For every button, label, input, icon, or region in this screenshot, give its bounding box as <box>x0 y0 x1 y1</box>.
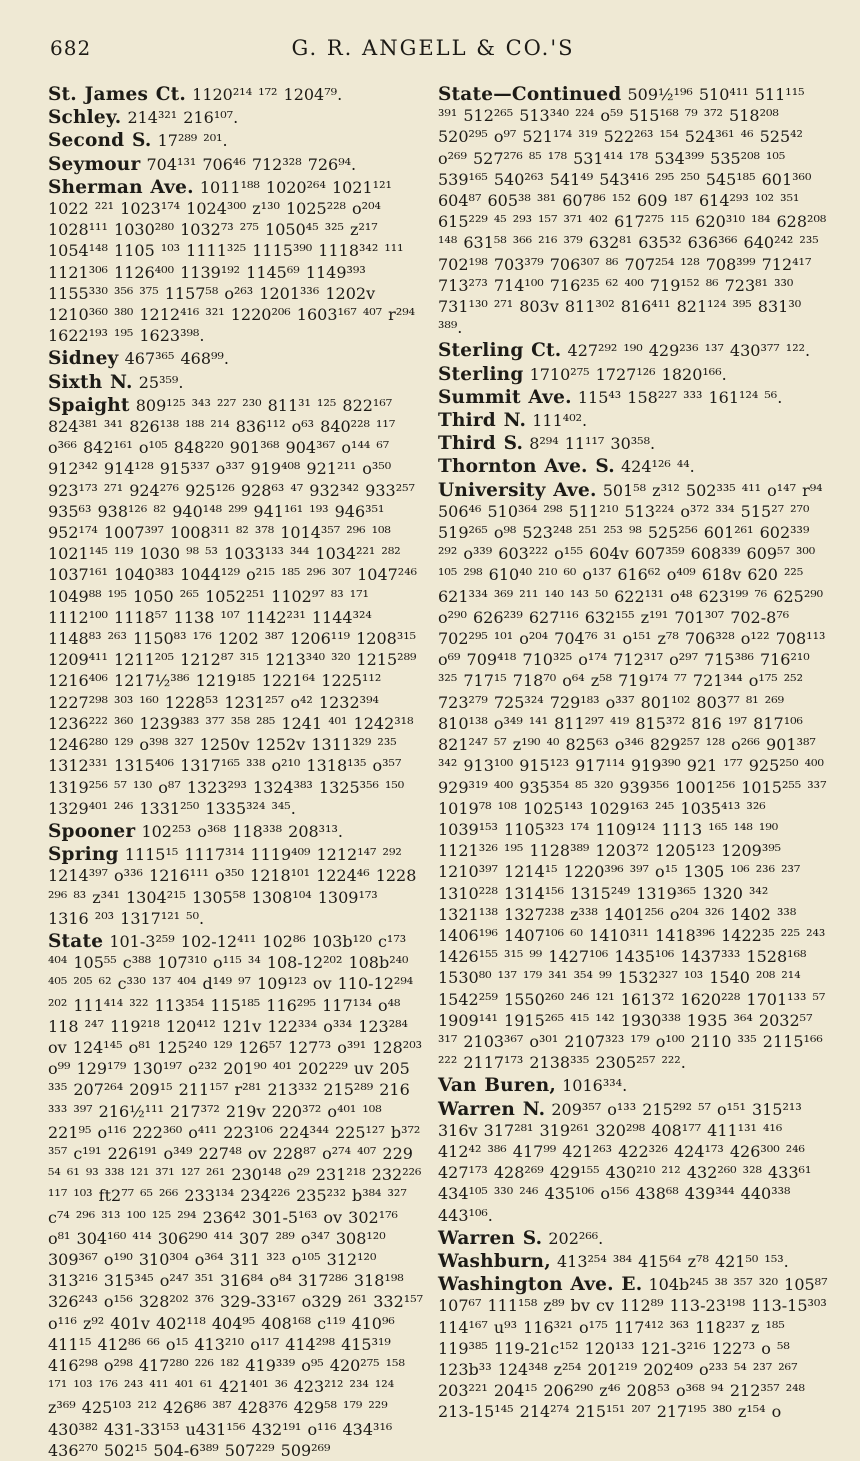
house-numbers: 704¹³¹ 706⁴⁶ 712³²⁸ 726⁹⁴. <box>146 154 357 174</box>
street-name: Spaight <box>48 394 130 416</box>
house-numbers: 202²⁶⁶. <box>548 1228 604 1248</box>
house-numbers: 1011¹⁸⁸ 1020²⁶⁴ 1021¹²¹ 1022 ²²¹ 1023¹⁷⁴ 1024³⁰⁰ z¹³⁰ 1025²²⁸ o²⁰⁴ 1028¹¹¹ 1030²⁸⁰ 1032⁷³ ²⁷⁵ 1050⁴⁵ ³²⁵ z²¹⁷ 1054¹⁴⁸ 1105 ¹⁰³ 1111³²⁵ 1115³⁹⁰ 1118³⁴² ¹¹¹ 1121³⁰⁶ 1126⁴⁰⁰ 1139¹⁹² 1145⁶⁹ 1149³⁹³ 1155³³⁰ ³⁵⁶ ³⁷⁵ 1157⁵⁸ o²⁶³ 1201³³⁶ 1202v 1210³⁶⁰ ³⁸⁰ 1212⁴¹⁶ ³²¹ 1220²⁰⁶ 1603¹⁶⁷ ⁴⁰⁷ r²⁹⁴ 1622¹⁹³ ¹⁹⁵ 1623³⁹⁸. <box>48 177 416 346</box>
house-numbers: 509½¹⁹⁶ 510⁴¹¹ 511¹¹⁵ ³⁹¹ 512²⁶⁵ 513³⁴⁰ ²²⁴ o⁵⁹ 515¹⁶⁸ ⁷⁹ ³⁷² 518²⁰⁸ 520²⁹⁵ o⁹⁷ 521¹⁷⁴ ³¹⁹ 522²⁶³ ¹⁵⁴ 524³⁶¹ ⁴⁶ 525⁴² o²⁶⁹ 527²⁷⁶ ⁸⁵ ¹⁷⁸ 531⁴¹⁴ ¹⁷⁸ 534³⁹⁹ 535²⁰⁸ ¹⁰⁵ 539¹⁶⁵ 540²⁶³ 541⁴⁹ 543⁴¹⁶ ²⁹⁵ ²⁵⁰ 545¹⁸⁵ 601³⁶⁰ 604⁸⁷ 605³⁸ ³⁸¹ 607⁸⁶ ¹⁵² 609 ¹⁸⁷ 614²⁹³ ¹⁰² ³⁵¹ 615²²⁹ ⁴⁵ ²⁹³ ¹⁵⁷ ³⁷¹ ⁴⁰² 617²⁷⁵ ¹¹⁵ 620³¹⁰ ¹⁸⁴ 628²⁰⁸ ¹⁴⁸ 631⁵⁸ ³⁶⁶ ²¹⁶ ³⁷⁹ 632⁸¹ 635³² 636³⁶⁶ 640²⁴² ²³⁵ 702¹⁹⁸ 703³⁷⁹ 706³⁰⁷ ⁸⁶ 707²⁵⁴ ¹²⁸ 708³⁹⁹ 712⁴¹⁷ 713²⁷³ 714¹⁰⁰ 716²³⁵ ⁶² ⁴⁰⁰ 719¹⁵² ⁸⁶ 723⁸¹ ³³⁰ 731¹³⁰ ²⁷¹ 803v 811³⁰² 816⁴¹¹ 821¹²⁴ ³⁹⁵ 831³⁰ ³⁸⁹. <box>438 85 827 338</box>
directory-entry <box>438 1228 828 1249</box>
street-name: Sherman Ave. <box>48 176 194 198</box>
street-name: Washington Ave. E. <box>438 1274 643 1296</box>
house-numbers: 809¹²⁵ ³⁴³ ²²⁷ ²³⁰ 811³¹ ¹²⁵ 822¹⁶⁷ 824³⁸¹ ³⁴¹ 826¹³⁸ ¹⁸⁸ ²¹⁴ 836¹¹² o⁶³ 840²²⁸ ¹¹⁷ o³⁶⁶ 842¹⁶¹ o¹⁰⁵ 848²²⁰ 901³⁶⁸ 904³⁶⁷ o¹⁴⁴ ⁶⁷ 912³⁴² 914¹²⁸ 915³³⁷ o³³⁷ 919⁴⁰⁸ 921²¹¹ o³⁵⁰ 923¹⁷³ ²⁷¹ 924²⁷⁶ 925¹²⁶ 928⁶³ ⁴⁷ 932³⁴² 933²⁵⁷ 935⁶³ 938¹²⁶ ⁸² 940¹⁴⁸ ²⁹⁹ 941¹⁶¹ ¹⁹³ 946³⁵¹ 952¹⁷⁴ 1007³⁹⁷ 1008³¹¹ ⁸² ³⁷⁸ 1014³⁵⁷ ²⁹⁶ ¹⁰⁸ 1021¹⁴⁵ ¹¹⁹ 1030 ⁹⁸ ⁵³ 1033¹³³ ³⁴⁴ 1034²²¹ ²⁸² 1037¹⁶¹ 1040³⁸³ 1044¹²⁹ o²¹⁵ ¹⁸⁵ ²⁹⁶ ³⁰⁷ 1047²⁴⁶ 1049⁸⁸ ¹⁹⁵ 1050 ²⁶⁵ 1052²⁵¹ 1102⁹⁷ ⁸³ ¹⁷¹ 1112¹⁰⁰ 1118⁵⁷ 1138 ¹⁰⁷ 1142²³¹ 1144³²⁴ 1148⁸³ ²⁶³ 1150⁸³ ¹⁷⁶ 1202 ³⁸⁷ 1206¹¹⁹ 1208³¹⁵ 1209⁴¹¹ 1211²⁰⁵ 1212⁸⁷ ³¹⁵ 1213³⁴⁰ ³²⁰ 1215²⁸⁹ 1216⁴⁰⁶ 1217½³⁸⁶ 1219¹⁸⁵ 1221⁶⁴ 1225¹¹² 1227²⁹⁸ ³⁰³ ¹⁶⁰ 1228⁵³ 1231²⁵⁷ o⁴² 1232³⁹⁴ 1236²²² ³⁶⁰ 1239³⁸³ ³⁷⁷ ³⁵⁸ ²⁸⁵ 1241 ⁴⁰¹ 1242³¹⁸ 1246²⁸⁰ ¹²⁹ o³⁹⁸ ³²⁷ 1250v 1252v 1311³²⁹ ²³⁵ 1312³³¹ 1315⁴⁰⁶ 1317¹⁶⁵ ³³⁸ o²¹⁰ 1318¹³⁵ o³⁵⁷ 1319²⁵⁶ ⁵⁷ ¹³⁰ o⁸⁷ 1323²⁹³ 1324³⁸³ 1325³⁵⁶ ¹⁵⁰ 1329⁴⁰¹ ²⁴⁶ 1331²⁵⁰ 1335³²⁴ ³⁴⁵. <box>48 395 418 818</box>
street-name: Sterling <box>438 363 524 385</box>
street-name: State—Continued <box>438 84 622 105</box>
street-name: Schley. <box>48 107 122 129</box>
house-numbers: 102²⁵³ o³⁶⁸ 118³³⁸ 208³¹³. <box>141 821 343 841</box>
page-title: G. R. ANGELL & CO.'S <box>291 36 575 60</box>
house-numbers: 214³²¹ 216¹⁰⁷. <box>127 108 239 128</box>
directory-entry <box>48 931 424 1461</box>
house-numbers: 104b²⁴⁵ ³⁸ ³⁵⁷ ³²⁰ 105⁸⁷ 107⁶⁷ 111¹⁵⁸ z⁸⁹ bv cv 112⁸⁹ 113-23¹⁹⁸ 113-15³⁰³ 114¹⁶⁷ u⁹³ 116³²¹ o¹⁷⁵ 117⁴¹² ³⁶³ 118²³⁷ z ¹⁸⁵ 119³⁸⁵ 119-21c¹⁵² 120¹³³ 121-3²¹⁶ 122⁷³ o ⁵⁸ 123b³³ 124³⁴⁸ z²⁵⁴ 201²¹⁹ 202⁴⁰⁹ o²³³ ⁵⁴ ²³⁷ ²⁶⁷ 203²²¹ 204¹⁵ 206²⁹⁰ z⁴⁶ 208⁵³ o³⁶⁸ ⁹⁴ 212³⁵⁷ ²⁴⁸ 213-15¹⁴⁵ 214²⁷⁴ 215¹⁵¹ ²⁰⁷ 217¹⁹⁵ ³⁸⁰ z¹⁵⁴ o <box>438 1275 828 1422</box>
street-name: Seymour <box>48 153 141 175</box>
house-numbers: 25³⁵⁹. <box>138 372 184 392</box>
directory-entry <box>438 1251 828 1272</box>
street-name: Second S. <box>48 130 152 152</box>
street-name: University Ave. <box>438 479 597 501</box>
street-name: Spring <box>48 844 119 866</box>
street-name: Third N. <box>438 410 527 432</box>
directory-entry <box>48 348 424 369</box>
directory-entry <box>438 1075 828 1096</box>
street-name: Thornton Ave. S. <box>438 456 615 478</box>
directory-entry <box>48 107 424 128</box>
directory-entry <box>48 844 424 929</box>
directory-entry <box>48 154 424 175</box>
street-name: Van Buren, <box>438 1075 557 1097</box>
house-numbers: 1710²⁷⁵ 1727¹²⁶ 1820¹⁶⁶. <box>529 364 727 384</box>
street-name: Summit Ave. <box>438 386 572 408</box>
directory-entry <box>438 84 828 338</box>
street-name: Spooner <box>48 820 136 842</box>
directory-entry <box>48 821 424 842</box>
directory-entry <box>438 1099 828 1226</box>
street-name: Sterling Ct. <box>438 340 562 362</box>
directory-entry <box>438 456 828 477</box>
house-numbers: 8²⁹⁴ 11¹¹⁷ 30³⁵⁸. <box>529 434 656 454</box>
house-numbers: 115⁴³ 158²²⁷ ³³³ 161¹²⁴ ⁵⁶. <box>577 387 783 407</box>
right-column <box>438 84 828 1422</box>
house-numbers: 467³⁶⁵ 468⁹⁹. <box>124 349 229 369</box>
directory-entry <box>48 395 424 819</box>
directory-entry <box>438 340 828 361</box>
page-header <box>50 36 816 68</box>
page-number: 682 <box>50 36 92 60</box>
directory-entry <box>438 433 828 454</box>
street-name: Warren N. <box>438 1098 546 1120</box>
house-numbers: 1115¹⁵ 1117³¹⁴ 1119⁴⁰⁹ 1212¹⁴⁷ ²⁹² 1214³⁹⁷ o³³⁶ 1216¹¹¹ o³⁵⁰ 1218¹⁰¹ 1224⁴⁶ 1228 ²⁹⁶ ⁸³ z³⁴¹ 1304²¹⁵ 1305⁵⁸ 1308¹⁰⁴ 1309¹⁷³ 1316 ²⁰³ 1317¹²¹ ⁵⁰. <box>48 845 417 928</box>
directory-entry <box>438 1274 828 1422</box>
directory-entry <box>48 177 424 347</box>
directory-entry <box>438 387 828 408</box>
directory-entry <box>438 364 828 385</box>
directory-entry <box>48 84 424 105</box>
street-name: Sidney <box>48 348 119 370</box>
house-numbers: 427²⁹² ¹⁹⁰ 429²³⁶ ¹³⁷ 430³⁷⁷ ¹²². <box>567 341 811 361</box>
house-numbers: 209³⁵⁷ o¹³³ 215²⁹² ⁵⁷ o¹⁵¹ 315²¹³ 316v 317²⁸¹ 319²⁶¹ 320²⁹⁸ 408¹⁷⁷ 411¹³¹ ⁴¹⁶ 412⁴² ³⁸⁶ 417⁹⁹ 421²⁶³ 422³²⁶ 424¹⁷³ 426³⁰⁰ ²⁴⁶ 427¹⁷³ 428²⁶⁹ 429¹⁵⁵ 430²¹⁰ ²¹² 432²⁶⁰ ³²⁸ 433⁶¹ 434¹⁰⁵ ³³⁰ ²⁴⁶ 435¹⁰⁶ o¹⁵⁶ 438⁶⁸ 439³⁴⁴ 440³³⁸ 443¹⁰⁶. <box>438 1099 812 1225</box>
house-numbers: 17²⁸⁹ ²⁰¹. <box>157 131 228 151</box>
directory-entry <box>438 480 828 1074</box>
house-numbers: 111⁴⁰². <box>532 411 588 431</box>
house-numbers: 501⁵⁸ z³¹² 502³³⁵ ⁴¹¹ o¹⁴⁷ r⁹⁴ 506⁴⁶ 510³⁶⁴ ²⁹⁸ 511²¹⁰ 513²²⁴ o³⁷² ³³⁴ 515²⁷ ²⁷⁰ 519²⁶⁵ o⁹⁸ 523²⁴⁸ ²⁵¹ ²⁵³ ⁹⁸ 525²⁵⁶ 601²⁶¹ 602³³⁹ ²⁹² o³³⁹ 603²²² o¹⁵⁵ 604v 607³⁵⁹ 608³³⁹ 609⁵⁷ ³⁰⁰ ¹⁰⁵ ²⁹⁸ 610⁴⁰ ²¹⁰ ⁶⁰ o¹³⁷ 616⁶² o⁴⁰⁹ 618v 620 ²²⁵ 621³³⁴ ³⁶⁹ ²¹¹ ¹⁴⁰ ¹⁴³ ⁵⁰ 622¹³¹ o⁴⁸ 623¹⁹⁹ ⁷⁶ 625²⁹⁰ o²⁹⁰ 626²³⁹ 627¹¹⁶ 632¹⁵⁵ z¹⁹¹ 701³⁰⁷ 702-8⁷⁶ 702²⁹⁵ ¹⁰¹ o²⁰⁴ 704⁷⁶ ³¹ o¹⁵¹ z⁷⁸ 706³²⁸ o¹²² 708¹¹³ o⁶⁹ 709⁴¹⁸ 710³²⁵ o¹⁷⁴ 712³¹⁷ o²⁹⁷ 715³⁸⁶ 716²¹⁰ ³²⁵ 717¹⁵ 718⁷⁰ o⁶⁴ z⁵⁸ 719¹⁷⁴ ⁷⁷ 721³⁴⁴ o¹⁷⁵ ²⁵² 723²⁷⁹ 725³²⁴ 729¹⁸³ o³³⁷ 801¹⁰² 803⁷⁷ ⁸¹ ²⁶⁹ 810¹³⁸ o³⁴⁹ ¹⁴¹ 811²⁹⁷ ⁴¹⁹ 815³⁷² 816 ¹⁹⁷ 817¹⁰⁶ 821²⁴⁷ ⁵⁷ z¹⁹⁰ ⁴⁰ 825⁶³ o³⁴⁶ 829²⁵⁷ ¹²⁸ o²⁶⁶ 901³⁸⁷ ³⁴² 913¹⁰⁰ 915¹²³ 917¹¹⁴ 919³⁹⁰ 921 ¹⁷⁷ 925²⁵⁰ ⁴⁰⁰ 929³¹⁹ ⁴⁰⁰ 935³⁵⁴ ⁸⁵ ³²⁰ 939³⁵⁶ 1001²⁵⁶ 1015²⁵⁵ ³³⁷ 1019⁷⁸ ¹⁰⁸ 1025¹⁴³ 1029¹⁶³ ²⁴⁵ 1035⁴¹³ ³²⁶ 1039¹⁵³ 1105³²³ ¹⁷⁴ 1109¹²⁴ 1113 ¹⁶⁵ ¹⁴⁸ ¹⁹⁰ 1121³²⁶ ¹⁹⁵ 1128³⁸⁹ 1203⁷² 1205¹²³ 1209³⁹⁵ 1210³⁹⁷ 1214¹⁵ 1220³⁹⁶ ³⁹⁷ o¹⁵ 1305 ¹⁰⁶ ²³⁶ ²³⁷ 1310²²⁸ 1314¹⁵⁶ 1315²⁴⁹ 1319³⁶⁵ 1320 ³⁴² 1321¹³⁸ 1327²³⁸ z³³⁸ 1401²⁵⁶ o²⁰⁴ ³²⁶ 1402 ³³⁸ 1406¹⁹⁶ 1407¹⁰⁶ ⁶⁰ 1410³¹¹ 1418³⁹⁶ 1422³⁵ ²²⁵ ²⁴³ 1426¹⁵⁵ ³¹⁵ ⁹⁹ 1427¹⁰⁶ 1435¹⁰⁶ 1437³³³ 1528¹⁶⁸ 1530⁸⁰ ¹³⁷ ¹⁷⁹ ³⁴¹ ³⁵⁴ ⁹⁹ 1532³²⁷ ¹⁰³ 1540 ²⁰⁸ ²¹⁴ 1542²⁵⁹ 1550²⁶⁰ ²⁴⁶ ¹²¹ 1613⁷² 1620²²⁸ 1701¹³³ ⁵⁷ 1909¹⁴¹ 1915²⁶⁵ ⁴¹⁵ ¹⁴² 1930³³⁸ 1935 ³⁶⁴ 2032⁵⁷ ³¹⁷ 2103³⁶⁷ o³⁰¹ 2107³²³ ¹⁷⁹ o¹⁰⁰ 2110 ³³⁵ 2115¹⁶⁶ ²²² 2117¹⁷³ 2138³³⁵ 2305²⁵⁷ ²²². <box>438 480 827 1073</box>
street-name: Third S. <box>438 433 524 455</box>
directory-entry <box>48 372 424 393</box>
street-name: Warren S. <box>438 1227 543 1249</box>
street-name: Washburn, <box>438 1250 551 1272</box>
street-name: State <box>48 930 104 952</box>
house-numbers: 101-3²⁵⁹ 102-12⁴¹¹ 102⁸⁶ 103b¹²⁰ c¹⁷³ ⁴⁰⁴ 105⁵⁵ c³⁸⁸ 107³¹⁰ o¹¹⁵ ³⁴ 108-12²⁰² 108b²⁴⁰ ⁴⁰⁵ ²⁰⁵ ⁶² c³³⁰ ¹³⁷ ⁴⁰⁴ d¹⁴⁹ ⁹⁷ 109¹²³ ov 110-12²⁹⁴ ²⁰² 111⁴¹⁴ ³²² 113³⁵⁴ 115¹⁸⁵ 116²⁹⁵ 117¹³⁴ o⁴⁸ 118 ²⁴⁷ 119²¹⁸ 120⁴¹² 121v 122³³⁴ o³³⁴ 123²⁸⁴ ov 124¹⁴⁵ o⁸¹ 125²⁴⁰ ¹²⁹ 126⁵⁷ 127⁷³ o³⁹¹ 128²⁰³ o⁹⁹ 129¹⁷⁹ 130¹⁹⁷ o²³² 201⁹⁰ ⁴⁰¹ 202²²⁹ uv 205 ³³⁵ 207²⁶⁴ 209¹⁵ 211¹⁵⁷ r²⁸¹ 213³³² 215²⁸⁹ 216 ³³³ ³⁹⁷ 216½¹¹¹ 217³⁷² 219v 220³⁷² o⁴⁰¹ ¹⁰⁸ 221⁹⁵ o¹¹⁶ 222³⁶⁰ o⁴¹¹ 223¹⁰⁶ 224³⁴⁴ 225¹²⁷ b³⁷² ³⁵⁷ c¹⁹¹ 226¹⁹¹ o³⁴⁹ 227⁴⁸ ov 228⁸⁷ o²⁷⁴ ⁴⁰⁷ 229 ⁵⁴ ⁶¹ ⁹³ ³³⁸ ¹²¹ ³⁷¹ ¹²⁷ ²⁶¹ 230¹⁴⁸ o²⁹ 231²¹⁸ 232²²⁶ ¹¹⁷ ¹⁰³ ft2⁷⁷ ⁶⁵ ²⁶⁶ 233¹³⁴ 234²²⁶ 235²³² b³⁸⁴ ³²⁷ c⁷⁴ ²⁹⁶ ³¹³ ¹⁰⁰ ¹²⁵ ²⁹⁴ 236⁴² 301-5¹⁶³ ov 302¹⁷⁶ o⁸¹ 304¹⁶⁰ ⁴¹⁴ 306²⁹⁰ ⁴¹⁴ 307 ²⁸⁹ o³⁴⁷ 308¹²⁰ 309³⁶⁷ o¹⁹⁰ 310³⁰⁴ o³⁶⁴ 311 ³²³ o¹⁰⁵ 312¹²⁰ 313²¹⁶ 315³⁴⁵ o²⁴⁷ ³⁵¹ 316⁸⁴ o⁸⁴ 317²⁸⁶ 318¹⁹⁸ 326²⁴³ o¹⁵⁶ 328²⁰² ³⁷⁶ 329-33¹⁶⁷ o329 ²⁶¹ 332¹⁵⁷ o¹¹⁶ z⁹² 401v 402¹¹⁸ 404⁹⁵ 408¹⁶⁸ c¹¹⁹ 410⁹⁶ 411¹⁵ 412⁸⁶ ⁶⁶ o¹⁵ 413²¹⁰ o¹¹⁷ 414²⁹⁸ 415³¹⁹ 416²⁹⁸ o²⁹⁸ 417²⁸⁰ ²²⁶ ¹⁸² 419³³⁹ o⁹⁵ 420²⁷⁵ ¹⁵⁸ ¹⁷¹ ¹⁰³ ¹⁷⁶ ²⁴³ ⁴¹¹ ⁴⁰¹ ⁶¹ 421⁴⁰¹ ³⁶ 423²¹² ²³⁴ ¹²⁴ z³⁶⁹ 425¹⁰³ ²¹² 426⁸⁶ ³⁸⁷ 428³⁷⁶ 429⁵⁸ ¹⁷⁹ ²²⁹ 430³⁸² 431-33¹⁵³ u431¹⁵⁶ 432¹⁹¹ o¹¹⁶ 434³¹⁶ 436²⁷⁰ 502¹⁵ 504-6³⁸⁹ 507²²⁹ 509²⁶⁹ <box>48 931 424 1460</box>
street-name: St. James Ct. <box>48 84 187 105</box>
house-numbers: 1016³³⁴. <box>562 1076 628 1096</box>
house-numbers: 413²⁵⁴ ³⁸⁴ 415⁶⁴ z⁷⁸ 421⁵⁰ ¹⁵³. <box>556 1251 789 1271</box>
left-column <box>48 84 424 1460</box>
street-name: Sixth N. <box>48 371 133 393</box>
directory-entry <box>438 410 828 431</box>
directory-entry <box>48 130 424 151</box>
house-numbers: 1120²¹⁴ ¹⁷² 1204⁷⁹. <box>192 85 343 104</box>
house-numbers: 424¹²⁶ ⁴⁴. <box>620 457 695 477</box>
